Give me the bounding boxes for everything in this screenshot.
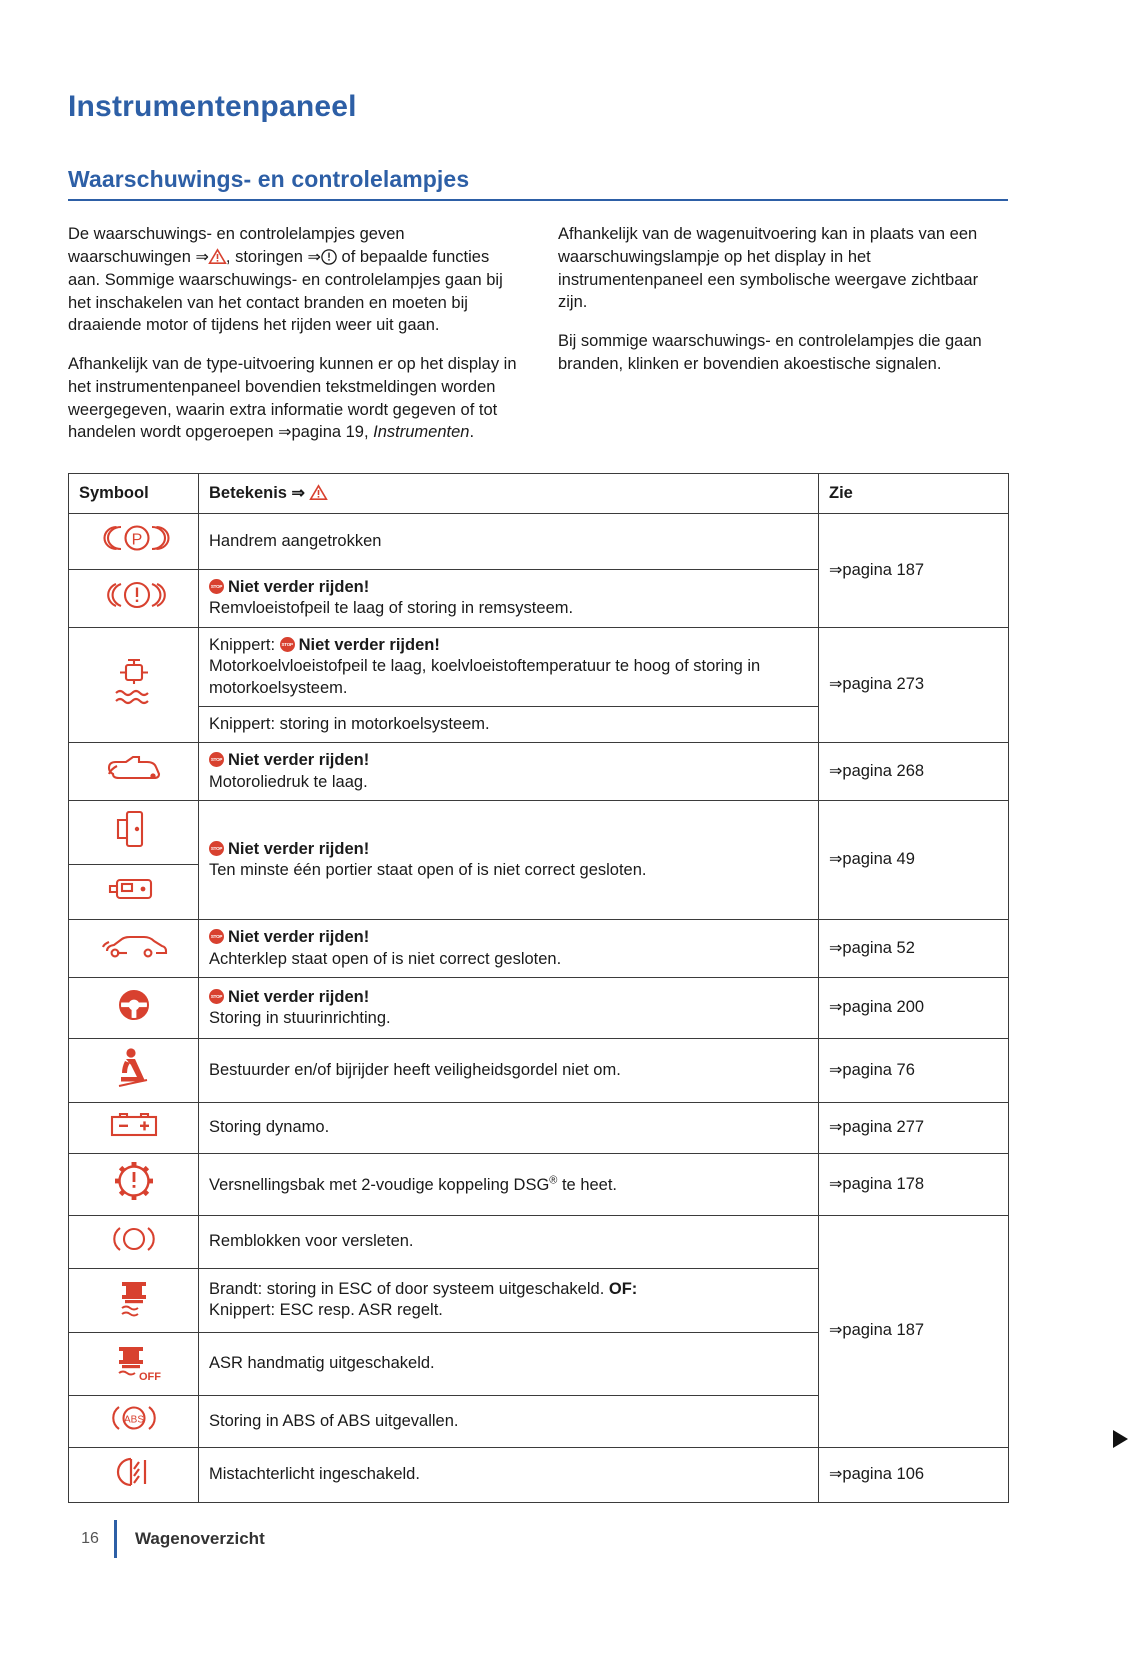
circle-exclamation-icon <box>321 249 337 265</box>
intro-right-paragraph-2: Bij sommige waarschuwings- en controlelampjes die gaan branden, klinken er bovendien akoestische signalen. <box>558 332 982 373</box>
meaning-line-2: Storing in stuurinrichting. <box>209 1009 391 1028</box>
page-number: 16 <box>81 1530 99 1547</box>
brake-pad-icon <box>69 1215 199 1268</box>
row-meaning: Knippert: storing in motorkoelsysteem. <box>199 706 819 742</box>
header-meaning-label: Betekenis <box>209 483 292 502</box>
row-see-ref <box>819 1215 1009 1447</box>
row-meaning <box>199 514 819 569</box>
row-meaning <box>199 627 819 706</box>
row-meaning <box>199 978 819 1039</box>
see-arrow: ⇒ <box>829 762 843 780</box>
intro-right-paragraph-1: Afhankelijk van de wagenuitvoering kan in plaats van een waarschuwingslampje op het display in het instrumentenpaneel een symbolische weergave zichtbaar zijn. <box>558 225 979 312</box>
warning-lamps-table <box>68 473 1009 1503</box>
rear-fog-icon <box>69 1447 199 1502</box>
page-content <box>68 90 1008 1503</box>
meaning-prefix: Knippert: <box>209 635 280 654</box>
row-meaning: Mistachterlicht ingeschakeld. <box>199 1447 819 1502</box>
esc-icon <box>69 1269 199 1332</box>
row-meaning <box>199 1154 819 1215</box>
row-see-ref <box>819 978 1009 1039</box>
row-meaning <box>199 1269 819 1332</box>
stop-icon <box>209 579 224 594</box>
header-symbol: Symbool <box>69 473 199 514</box>
row-see-ref <box>819 1154 1009 1215</box>
intro-text-end: . <box>469 423 475 442</box>
table-row <box>69 801 1009 864</box>
meaning-strong: Niet verder rijden! <box>298 635 440 654</box>
see-arrow: ⇒ <box>829 1061 843 1079</box>
table-row <box>69 1215 1009 1268</box>
meaning-line-2: Remvloeistofpeil te laag of storing in remsysteem. <box>209 599 574 618</box>
meaning-line-1 <box>209 1279 808 1300</box>
intro-text-a: De waarschuwings- en controlelampjes geven waarschuwingen <box>68 225 405 266</box>
table-row <box>69 1154 1009 1215</box>
door-open-icon <box>69 801 199 864</box>
row-meaning: Remblokken voor versleten. <box>199 1215 819 1268</box>
intro-column-left <box>68 223 518 445</box>
see-arrow: ⇒ <box>829 999 843 1017</box>
see-text: pagina 76 <box>842 1060 915 1079</box>
meaning-line-1 <box>209 577 808 598</box>
tailgate-icon <box>69 920 199 978</box>
see-text: pagina 106 <box>842 1464 925 1483</box>
intro-paragraph-2 <box>68 353 518 444</box>
see-arrow: ⇒ <box>829 851 843 869</box>
see-arrow: ⇒ <box>829 1465 843 1483</box>
registered-mark: ® <box>549 1174 558 1187</box>
svg-text:OFF: OFF <box>138 1370 161 1383</box>
row-meaning: Bestuurder en/of bijrijder heeft veiligheidsgordel niet om. <box>199 1039 819 1102</box>
meaning-text: Versnellingsbak met 2-voudige koppeling DSG® te heet. <box>209 1174 618 1194</box>
see-text: pagina 273 <box>842 675 925 694</box>
meaning-line-2: Ten minste één portier staat open of is niet correct gesloten. <box>209 861 647 880</box>
meaning-line-2: Motoroliedruk te laag. <box>209 772 368 791</box>
row-meaning <box>199 569 819 627</box>
parking-brake-icon <box>69 514 199 569</box>
arrow-glyph-3: ⇒ <box>278 424 292 442</box>
gearbox-icon <box>69 1154 199 1215</box>
oil-pressure-icon <box>69 743 199 801</box>
brake-fluid-icon <box>69 569 199 627</box>
see-arrow: ⇒ <box>829 1322 843 1340</box>
section-title: Waarschuwings- en controlelampjes <box>68 166 470 192</box>
seatbelt-icon <box>69 1039 199 1102</box>
intro-text-b: , storingen <box>225 247 308 266</box>
row-see-ref <box>819 743 1009 801</box>
row-see-ref <box>819 920 1009 978</box>
page-edge-marker <box>1113 1430 1128 1448</box>
intro-text-c: of bepaalde functies aan. Sommige waarschuwings- en controlelampjes gaan bij het inschakelen van het contact branden en moeten bij draaiende motor of tijdens het rijden weer uit gaan. <box>68 247 503 335</box>
row-meaning: Storing in ABS of ABS uitgevallen. <box>199 1396 819 1447</box>
see-text: pagina 187 <box>842 1321 925 1340</box>
table-row <box>69 978 1009 1039</box>
steering-icon <box>69 978 199 1039</box>
meaning-line-1 <box>209 987 808 1008</box>
meaning-strong: Niet verder rijden! <box>228 928 370 947</box>
arrow-glyph: ⇒ <box>195 248 209 266</box>
table-row <box>69 1039 1009 1102</box>
intro-text-d: Afhankelijk van de type-uitvoering kunnen er op het display in het instrumentenpaneel bovendien tekstmeldingen worden weergegeven, waarin extra informatie wordt gegeven of tot handelen wordt opgeroepen <box>68 355 517 442</box>
row-meaning: ASR handmatig uitgeschakeld. <box>199 1332 819 1395</box>
see-arrow: ⇒ <box>829 1175 843 1193</box>
alternator-icon <box>69 1102 199 1153</box>
row-see-ref <box>819 1102 1009 1153</box>
row-meaning <box>199 743 819 801</box>
table-row <box>69 514 1009 569</box>
warning-triangle-icon-header <box>310 485 327 500</box>
intro-column-right <box>558 223 1008 445</box>
table-row <box>69 627 1009 706</box>
arrow-glyph-2: ⇒ <box>307 248 321 266</box>
warning-triangle-icon <box>209 249 226 264</box>
table-row <box>69 743 1009 801</box>
row-meaning <box>199 920 819 978</box>
svg-text:ABS: ABS <box>123 1414 144 1426</box>
meaning-text: Handrem aangetrokken <box>209 531 382 550</box>
header-see: Zie <box>819 473 1009 514</box>
meaning-line-1 <box>209 750 808 771</box>
row-see-ref <box>819 1447 1009 1502</box>
intro-reference: pagina 19, <box>291 423 374 442</box>
asr-off-icon <box>69 1332 199 1395</box>
meaning-strong: Niet verder rijden! <box>228 839 370 858</box>
arrow-glyph-header: ⇒ <box>291 484 305 502</box>
see-arrow: ⇒ <box>829 939 843 957</box>
see-text: pagina 178 <box>842 1174 925 1193</box>
page-title: Instrumentenpaneel <box>68 90 357 123</box>
see-text: pagina 49 <box>842 850 915 869</box>
row-meaning: Storing dynamo. <box>199 1102 819 1153</box>
footer-divider <box>114 1520 117 1558</box>
row-see-ref <box>819 627 1009 743</box>
svg-text:P: P <box>131 531 142 549</box>
table-header-row <box>69 473 1009 514</box>
meaning-line-1 <box>209 839 808 860</box>
meaning-strong: OF: <box>608 1279 638 1298</box>
see-text: pagina 268 <box>842 761 925 780</box>
see-arrow: ⇒ <box>829 1119 843 1137</box>
intro-paragraph-1 <box>68 223 518 337</box>
meaning-line-2: Achterklep staat open of is niet correct gesloten. <box>209 949 562 968</box>
table-row <box>69 1447 1009 1502</box>
see-text: pagina 187 <box>842 560 925 579</box>
see-arrow: ⇒ <box>829 676 843 694</box>
meaning-line-1 <box>209 927 808 948</box>
coolant-icon <box>69 627 199 743</box>
see-text: pagina 52 <box>842 938 915 957</box>
meaning-strong: Niet verder rijden! <box>228 577 370 596</box>
meaning-strong: Niet verder rijden! <box>228 751 370 770</box>
row-meaning <box>199 801 819 920</box>
footer-chapter: Wagenoverzicht <box>135 1529 265 1548</box>
intro-reference-italic: Instrumenten <box>373 423 470 442</box>
meaning-strong: Niet verder rijden! <box>228 987 370 1006</box>
stop-icon <box>209 989 224 1004</box>
stop-icon <box>209 929 224 944</box>
abs-icon <box>69 1396 199 1447</box>
see-arrow: ⇒ <box>829 561 843 579</box>
see-text: pagina 200 <box>842 998 925 1017</box>
stop-icon <box>209 752 224 767</box>
row-see-ref <box>819 801 1009 920</box>
title-divider <box>68 199 1008 201</box>
meaning-text: Brandt: storing in ESC of door systeem uitgeschakeld. <box>209 1279 609 1298</box>
meaning-line-2: Knippert: ESC resp. ASR regelt. <box>209 1301 443 1320</box>
table-row <box>69 1102 1009 1153</box>
stop-icon <box>280 637 295 652</box>
stop-icon <box>209 841 224 856</box>
table-row <box>69 920 1009 978</box>
meaning-line-2: Motorkoelvloeistofpeil te laag, koelvloeistoftemperatuur te hoog of storing in motorkoelsysteem. <box>209 657 761 697</box>
header-meaning <box>199 473 819 514</box>
sliding-door-icon <box>69 864 199 919</box>
intro-columns <box>68 223 1008 445</box>
row-see-ref <box>819 514 1009 627</box>
meaning-line-1 <box>209 635 808 656</box>
row-see-ref <box>819 1039 1009 1102</box>
page-footer <box>68 1520 1008 1558</box>
see-text: pagina 277 <box>842 1118 925 1137</box>
